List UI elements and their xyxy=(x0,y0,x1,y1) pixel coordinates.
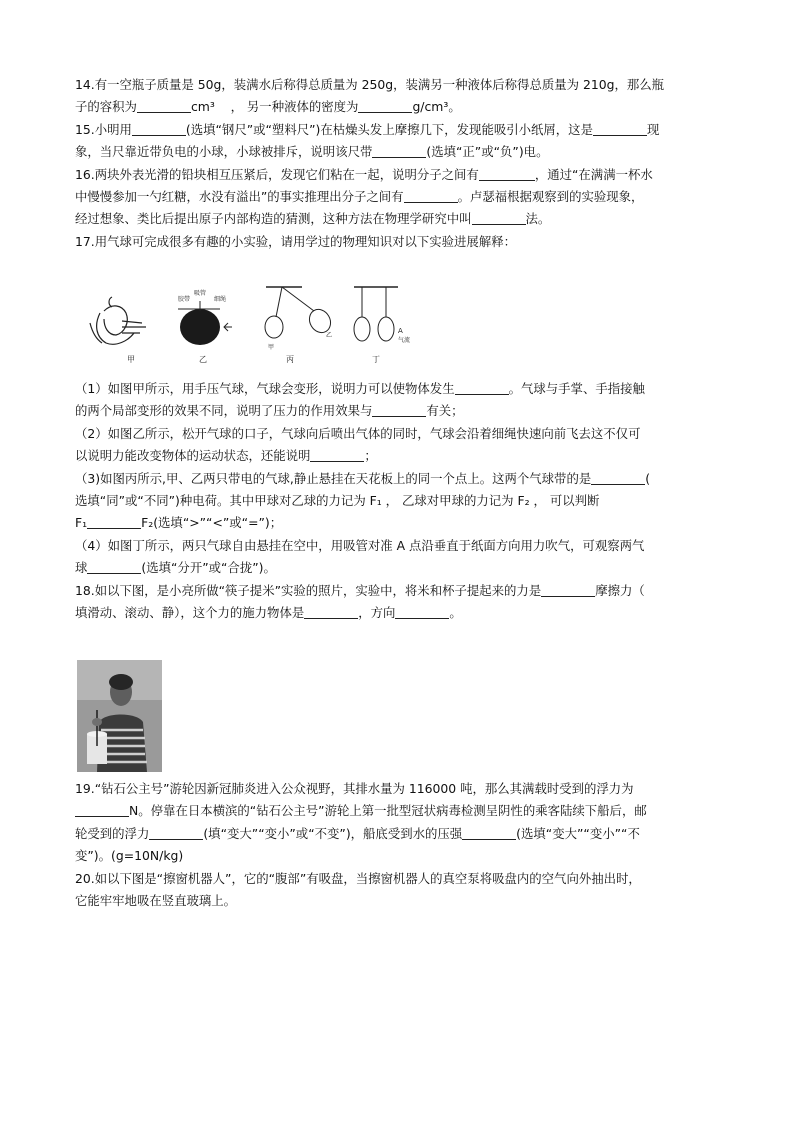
q18-line2: 填滑动、滚动、静），这个力的施力物体是 ，方向 。 xyxy=(75,605,462,621)
q19-line4: 变”)。(g=10N/kg) xyxy=(75,848,184,864)
q17-p3-line3: F₁ F₂(选填“>”“<”或“=”)； xyxy=(75,515,283,531)
answer-blank[interactable] xyxy=(304,604,358,619)
answer-blank[interactable] xyxy=(462,825,516,840)
answer-blank[interactable] xyxy=(472,210,526,225)
answer-blank[interactable] xyxy=(310,447,364,462)
answer-blank[interactable] xyxy=(593,121,647,136)
q17-intro: 17.用气球可完成很多有趣的小实验，请用学过的物理知识对以下实验进展解释： xyxy=(75,233,516,249)
q18-line1: 18.如以下图，是小亮所做“筷子提米”实验的照片，实验中，将米和杯子提起来的力是 摩擦力（ xyxy=(75,582,645,598)
q19-line2: N。停靠在日本横滨的“钻石公主号”游轮上第一批型冠状病毒检测呈阴性的乘客陆续下船后，邮 xyxy=(75,800,725,822)
q20-line2: 它能牢牢地吸在竖直玻璃上。 xyxy=(75,893,237,909)
figure-ding xyxy=(354,287,398,341)
q14-line1: 14.有一空瓶子质量是 50g，装满水后称得总质量为 250g，装满另一种液体后称得总质量为 210g，那么瓶 xyxy=(75,77,665,92)
label-qiliu: 气流 xyxy=(398,337,411,344)
figure-yi xyxy=(178,301,232,345)
q15-line1: 15.小明用 (选填“钢尺”或“塑料尺”)在枯燥头发上摩擦几下，发现能吸引小纸屑，这是 现 xyxy=(75,121,660,137)
q17-p3-line2: 选填“同”或“不同”)种电荷。其中甲球对乙球的力记为 F₁ ， 乙球对甲球的力记为 F₂ ， 可以判断 xyxy=(75,493,600,509)
question-page-tail xyxy=(75,778,725,912)
q19-line1: 19.“钻石公主号”游轮因新冠肺炎进入公众视野，其排水量为 116000 吨，那么其满载时受到的浮力为 xyxy=(75,781,634,796)
answer-blank[interactable] xyxy=(358,98,412,113)
q19-line3: 轮受到的浮力 (填“变大”“变小”或“不变”)，船底受到水的压强 (选填“变大”“变小”“不 xyxy=(75,825,640,841)
label-jiaodai: 胶带 xyxy=(178,296,191,303)
q16-line3: 经过想象、类比后提出原子内部构造的猜测，这种方法在物理学研究中叫 法。 xyxy=(75,211,551,227)
answer-blank[interactable] xyxy=(87,514,141,529)
label-xisheng: 细绳 xyxy=(214,296,227,303)
q16-line2: 中慢慢参加一勺红糖，水没有溢出”的事实推理出分子之间有 。卢瑟福根据观察到的实验现象， xyxy=(75,189,644,205)
q17-p4-line1: （4）如图丁所示，两只气球自由悬挂在空中，用吸管对准 A 点沿垂直于纸面方向用力吹气，可观察两气 xyxy=(75,537,645,553)
label-ding: 丁 xyxy=(372,355,380,364)
answer-blank[interactable] xyxy=(137,98,191,113)
answer-blank[interactable] xyxy=(75,802,129,817)
q17-p2-line1: （2）如图乙所示，松开气球的口子，气球向后喷出气体的同时，气球会沿着细绳快速向前飞去这不仅可 xyxy=(75,425,641,441)
answer-blank[interactable] xyxy=(372,143,426,158)
q20-line1: 20.如以下图是“擦窗机器人”，它的“腹部”有吸盘，当擦窗机器人的真空泵将吸盘内的空气向外抽出时， xyxy=(75,870,641,886)
label-xiguan: 吸管 xyxy=(194,290,207,297)
answer-blank[interactable] xyxy=(372,402,426,417)
answer-blank[interactable] xyxy=(591,470,645,485)
q17-p2-line2: 以说明力能改变物体的运动状态，还能说明 ； xyxy=(75,448,377,464)
q14-line2: 子的容积为 cm³ ， 另一种液体的密度为 g/cm³。 xyxy=(75,99,461,115)
answer-blank[interactable] xyxy=(87,559,141,574)
question-page xyxy=(75,74,725,253)
q17-p3-line1: （3)如图丙所示,甲、乙两只带电的气球,静止悬挂在天花板上的同一个点上。这两个气球带的是 ( xyxy=(75,470,651,486)
answer-blank[interactable] xyxy=(541,582,595,597)
label-yi: 乙 xyxy=(199,355,207,364)
answer-blank[interactable] xyxy=(395,604,449,619)
answer-blank[interactable] xyxy=(404,188,458,203)
label-yi-small: 乙 xyxy=(326,332,333,339)
figure-jia xyxy=(90,297,146,344)
label-A: A xyxy=(398,327,403,335)
q16-line1: 16.两块外表光滑的铅块相互压紧后，发现它们粘在一起，说明分子之间有 ，通过“在满满一杯水 xyxy=(75,166,653,182)
label-jia-small: 甲 xyxy=(268,344,275,351)
q17-p1-line2: 的两个局部变形的效果不同，说明了压力的作用效果与 有关； xyxy=(75,403,464,419)
chopstick-rice-photo xyxy=(77,660,162,772)
label-jia: 甲 xyxy=(127,355,135,364)
answer-blank[interactable] xyxy=(149,825,203,840)
q15-line2: 象，当尺靠近带负电的小球，小球被排斥，说明该尺带 (选填“正”或“负”)电。 xyxy=(75,144,549,160)
answer-blank[interactable] xyxy=(132,121,186,136)
figure-bing xyxy=(265,287,335,338)
balloon-experiments-figure xyxy=(82,283,422,367)
label-bing: 丙 xyxy=(286,355,294,364)
question-page-continued xyxy=(75,378,725,624)
answer-blank[interactable] xyxy=(455,380,509,395)
q17-p4-line2: 球 (选填“分开”或“合拢”)。 xyxy=(75,560,276,576)
answer-blank[interactable] xyxy=(479,166,535,181)
q17-p1-line1: （1）如图甲所示，用手压气球，气球会变形，说明力可以使物体发生 。气球与手掌、手指接触 xyxy=(75,381,645,396)
